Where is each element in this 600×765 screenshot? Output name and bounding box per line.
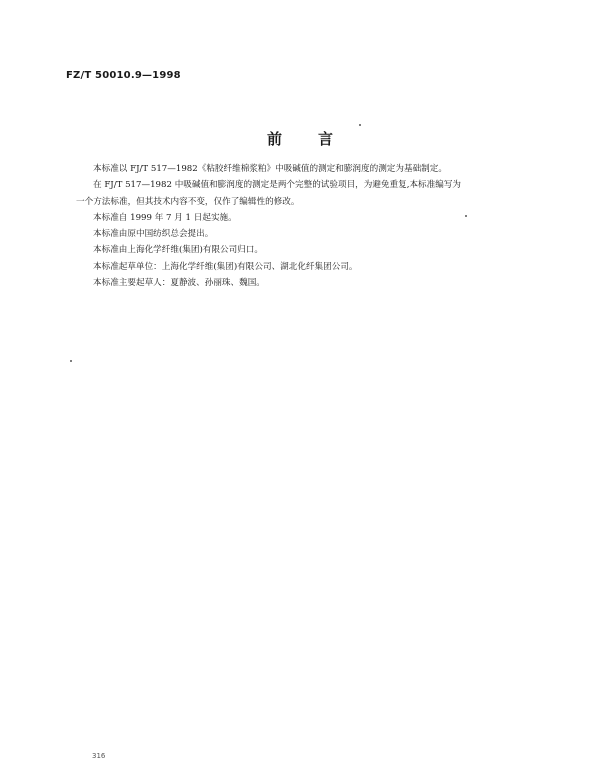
paragraph-drafting-units: 本标准起草单位：上海化学纤维(集团)有限公司、湖北化纤集团公司。 <box>93 261 358 272</box>
scan-speck <box>70 360 72 362</box>
page-number: 316 <box>92 752 106 760</box>
paragraph-administrator: 本标准由上海化学纤维(集团)有限公司归口。 <box>93 245 263 256</box>
paragraph-proposer: 本标准由原中国纺织总会提出。 <box>93 229 214 240</box>
paragraph-effective-date: 本标准自 1999 年 7 月 1 日起实施。 <box>93 212 237 223</box>
body-text <box>76 161 556 291</box>
page-title: 前言 <box>266 130 369 148</box>
paragraph-revision-continued: 一个方法标准，但其技术内容不变，仅作了编辑性的修改。 <box>76 196 300 207</box>
scan-speck <box>465 215 467 217</box>
standard-code: FZ/T 50010.9—1998 <box>66 70 181 81</box>
paragraph-basis: 本标准以 FJ/T 517—1982《粘胶纤维棉浆粕》中吸碱值的测定和膨润度的测定为基础制定。 <box>93 164 447 174</box>
paragraph-revision: 在 FJ/T 517—1982 中吸碱值和膨润度的测定是两个完整的试验项目，为避免重复,本标准编写为 <box>93 180 462 191</box>
scan-speck <box>359 124 361 126</box>
paragraph-drafters: 本标准主要起草人：夏静波、孙丽珠、魏国。 <box>93 278 265 289</box>
